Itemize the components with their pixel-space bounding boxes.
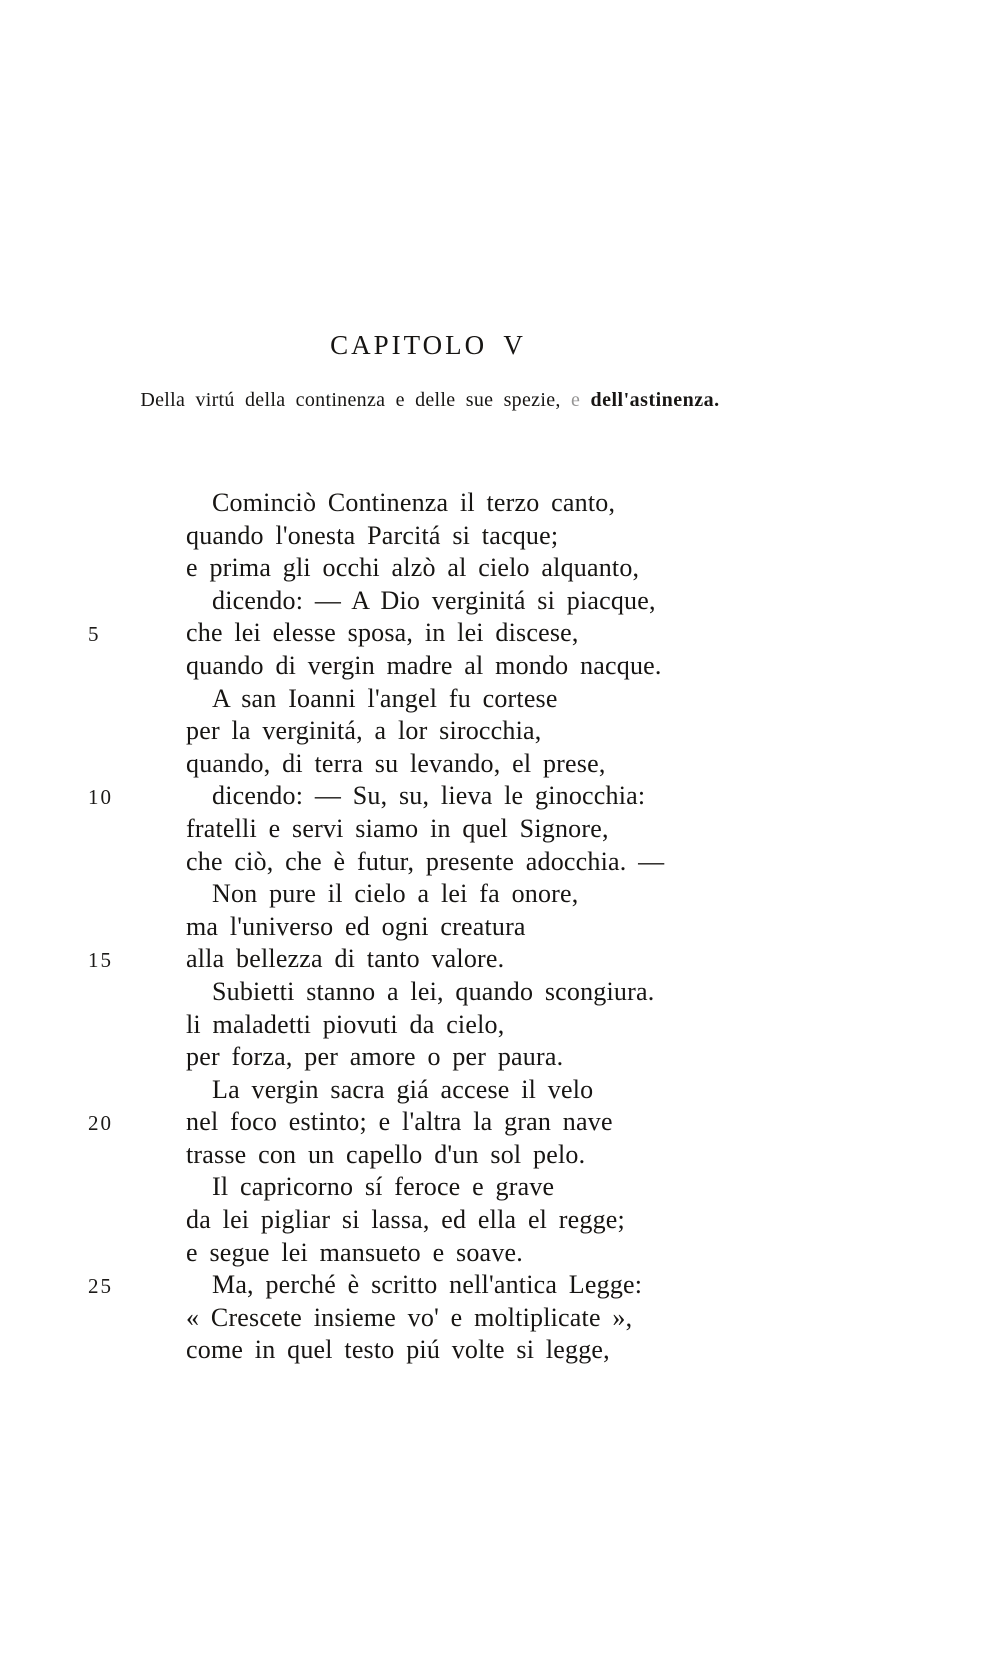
verse-line <box>88 1139 664 1172</box>
verse-line <box>88 715 664 748</box>
line-number: 5 <box>88 622 101 647</box>
verse-text: dicendo: — Su, su, lieva le ginocchia: <box>212 781 646 811</box>
verse-text: da lei pigliar si lassa, ed ella el regge; <box>186 1205 625 1235</box>
verse-text: Ma, perché è scritto nell'antica Legge: <box>212 1270 643 1300</box>
verse-text: A san Ioanni l'angel fu cortese <box>212 683 558 713</box>
verse-text: che lei elesse sposa, in lei discese, <box>186 618 579 648</box>
verse-line <box>88 1302 664 1335</box>
line-number: 25 <box>88 1274 113 1299</box>
verse-line <box>88 552 664 585</box>
verse-line <box>88 1041 664 1074</box>
verse-text: Cominciò Continenza il terzo canto, <box>212 488 616 517</box>
verse-line <box>88 943 664 976</box>
verse-line <box>88 1074 664 1107</box>
verse-line <box>88 1009 664 1042</box>
verse-text: Non pure il cielo a lei fa onore, <box>212 879 579 909</box>
line-number: 10 <box>88 785 113 810</box>
verse-line <box>88 1334 664 1367</box>
line-number: 15 <box>88 948 113 973</box>
verse-text: e prima gli occhi alzò al cielo alquanto, <box>186 553 640 583</box>
chapter-title: CAPITOLO V <box>330 330 526 360</box>
verse-text: Subietti stanno a lei, quando scongiura. <box>212 976 655 1006</box>
subtitle-emphasis: dell'astinenza. <box>590 389 720 411</box>
verse-line <box>88 813 664 846</box>
verse-text: dicendo: — A Dio verginitá si piacque, <box>212 585 656 615</box>
verse-text: nel foco estinto; e l'altra la gran nave <box>186 1107 613 1137</box>
verse-text: quando l'onesta Parcitá si tacque; <box>186 520 559 550</box>
verse-line <box>88 846 664 879</box>
verse-text: che ciò, che è futur, presente adocchia. — <box>186 846 665 876</box>
verse-line <box>88 1237 664 1270</box>
verse-text: trasse con un capello d'un sol pelo. <box>186 1139 586 1169</box>
subtitle-text: Della virtú della continenza e delle sue spezie, <box>140 389 561 411</box>
verse-line <box>88 1269 664 1302</box>
verse-text: per la verginitá, a lor sirocchia, <box>186 716 542 746</box>
verse-line <box>88 650 664 683</box>
verse-line <box>88 878 664 911</box>
verse-line <box>88 911 664 944</box>
line-number: 20 <box>88 1111 113 1136</box>
verse-text: « Crescete insieme vo' e moltiplicate », <box>186 1302 633 1332</box>
verse-line <box>88 487 664 520</box>
chapter-subtitle <box>60 389 800 412</box>
verse-text: Il capricorno sí feroce e grave <box>212 1172 555 1202</box>
verse-line <box>88 1106 664 1139</box>
verse-line <box>88 520 664 553</box>
verse-line <box>88 683 664 716</box>
verse-text: alla bellezza di tanto valore. <box>186 944 505 974</box>
verse-line <box>88 585 664 618</box>
verse-text: e segue lei mansueto e soave. <box>186 1237 523 1267</box>
verse-text: La vergin sacra giá accese il velo <box>212 1074 594 1104</box>
verse-line <box>88 1171 664 1204</box>
subtitle-faded-word: e <box>571 389 581 411</box>
verse-block <box>88 487 664 1367</box>
verse-line <box>88 748 664 781</box>
verse-text: per forza, per amore o per paura. <box>186 1042 564 1072</box>
verse-line <box>88 976 664 1009</box>
verse-text: ma l'universo ed ogni creatura <box>186 911 526 941</box>
verse-text: quando di vergin madre al mondo nacque. <box>186 650 662 680</box>
verse-text: li maladetti piovuti da cielo, <box>186 1009 505 1039</box>
verse-line <box>88 617 664 650</box>
verse-text: fratelli e servi siamo in quel Signore, <box>186 813 609 843</box>
verse-text: quando, di terra su levando, el prese, <box>186 748 606 778</box>
verse-text: come in quel testo piú volte si legge, <box>186 1335 610 1365</box>
verse-line <box>88 1204 664 1237</box>
verse-line <box>88 780 664 813</box>
